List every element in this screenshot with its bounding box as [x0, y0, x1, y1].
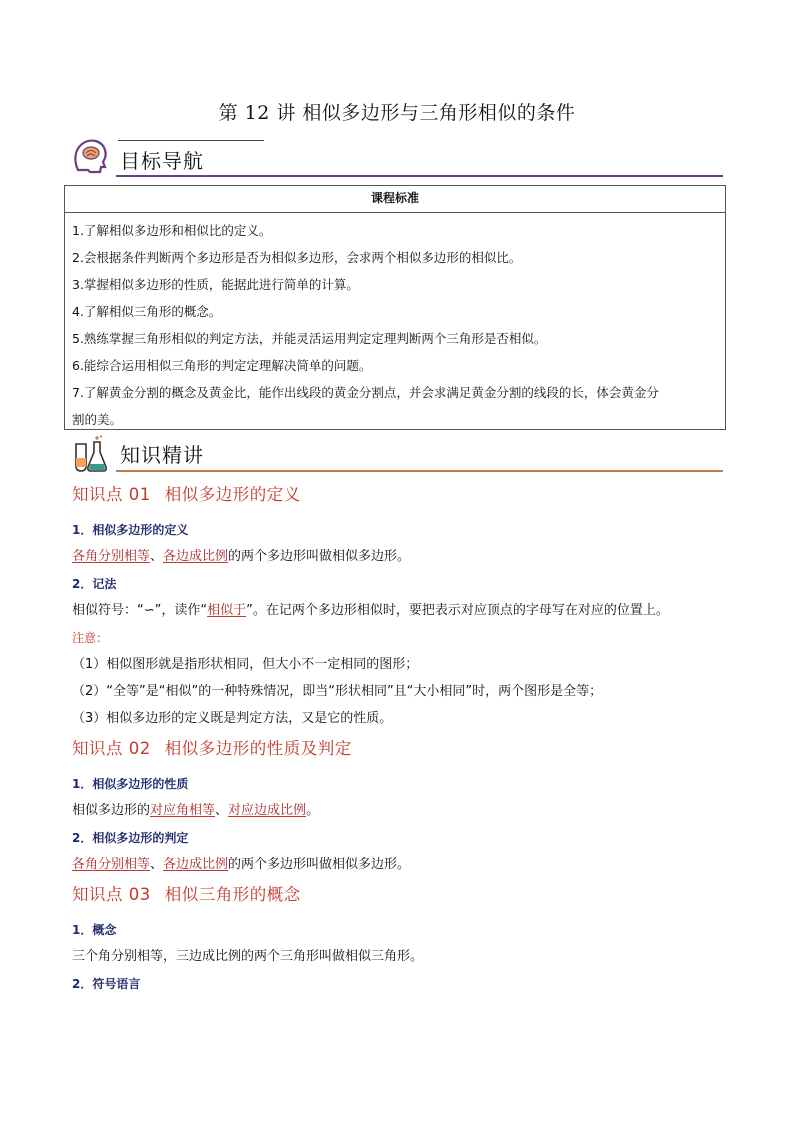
- standard-item: 3.掌握相似多边形的性质，能据此进行简单的计算。: [72, 277, 359, 292]
- standards-list: [65, 213, 725, 433]
- standard-item: 6.能综合运用相似三角形的判定定理解决简单的问题。: [72, 358, 372, 373]
- banner-bottom-rule: [116, 175, 723, 177]
- paragraph: [72, 801, 732, 828]
- standard-item: 1.了解相似多边形和相似比的定义。: [72, 223, 272, 238]
- subheading: 2．相似多边形的判定: [72, 831, 189, 845]
- lab-flask-icon: [70, 434, 110, 474]
- note-item: （2）“全等”是“相似”的一种特殊情况，即当“形状相同”且“大小相同”时，两个图形是全等；: [72, 684, 603, 699]
- knowledge-point-heading: [72, 882, 732, 920]
- knowledge-point-heading: [72, 482, 732, 520]
- goal-banner-title: 目标导航: [120, 149, 204, 173]
- paragraph: [72, 855, 732, 882]
- brain-head-icon: [70, 136, 110, 176]
- knowledge-banner: [66, 432, 723, 474]
- text: 、: [150, 857, 164, 872]
- note-item: （3）相似多边形的定义既是判定方法，又是它的性质。: [72, 711, 393, 726]
- text: 、: [215, 803, 229, 818]
- note-label: 注意：: [72, 631, 109, 645]
- text: 相似符号：“∽”，读作“: [72, 603, 208, 618]
- underlined-term: 对应边成比例: [228, 803, 307, 818]
- subheading: 2．符号语言: [72, 977, 141, 991]
- table-header: 课程标准: [65, 186, 725, 213]
- standard-item: 2.会根据条件判断两个多边形是否为相似多边形，会求两个相似多边形的相似比。: [72, 250, 522, 265]
- knowledge-point-title: 相似三角形的概念: [164, 885, 301, 904]
- banner-top-rule: [118, 140, 264, 141]
- subheading: 1．相似多边形的定义: [72, 523, 189, 537]
- knowledge-point-number: 知识点 02: [72, 739, 151, 758]
- paragraph: [72, 601, 732, 628]
- standard-item: 7.了解黄金分割的概念及黄金比，能作出线段的黄金分割点，并会求满足黄金分割的线段的长，体会黄金分: [72, 385, 659, 400]
- underlined-term: 各边成比例: [163, 857, 229, 872]
- text: 的两个多边形叫做相似多边形。: [228, 549, 411, 564]
- subheading: 1．相似多边形的性质: [72, 777, 189, 791]
- text: ”。在记两个多边形相似时，要把表示对应顶点的字母写在对应的位置上。: [246, 603, 669, 618]
- underlined-term: 对应角相等: [150, 803, 216, 818]
- subheading: 1．概念: [72, 923, 117, 937]
- knowledge-point-title: 相似多边形的定义: [164, 485, 301, 504]
- knowledge-banner-title: 知识精讲: [120, 443, 204, 467]
- standard-item: 5.熟练掌握三角形相似的判定方法，并能灵活运用判定定理判断两个三角形是否相似。: [72, 331, 547, 346]
- underlined-term: 各角分别相等: [72, 857, 151, 872]
- knowledge-point-number: 知识点 03: [72, 885, 151, 904]
- knowledge-point-title: 相似多边形的性质及判定: [164, 739, 352, 758]
- text: 、: [150, 549, 164, 564]
- underlined-term: 各边成比例: [163, 549, 229, 564]
- goal-banner: [66, 134, 723, 180]
- knowledge-point-number: 知识点 01: [72, 485, 151, 504]
- underlined-term: 相似于: [207, 603, 247, 618]
- paragraph: 三个角分别相等，三边成比例的两个三角形叫做相似三角形。: [72, 949, 424, 964]
- curriculum-standards-table: [64, 185, 726, 430]
- standard-item: 割的美。: [72, 412, 123, 427]
- paragraph: [72, 547, 732, 574]
- text: 的两个多边形叫做相似多边形。: [228, 857, 411, 872]
- standard-item: 4.了解相似三角形的概念。: [72, 304, 222, 319]
- text: 相似多边形的: [72, 803, 151, 818]
- subheading: 2．记法: [72, 577, 117, 591]
- page-title: 第 12 讲 相似多边形与三角形相似的条件: [218, 102, 576, 124]
- text: 。: [306, 803, 320, 818]
- note-item: （1）相似图形就是指形状相同，但大小不一定相同的图形；: [72, 657, 419, 672]
- knowledge-point-heading: [72, 736, 732, 774]
- banner-bottom-rule: [116, 470, 723, 472]
- knowledge-content: [72, 482, 732, 1001]
- underlined-term: 各角分别相等: [72, 549, 151, 564]
